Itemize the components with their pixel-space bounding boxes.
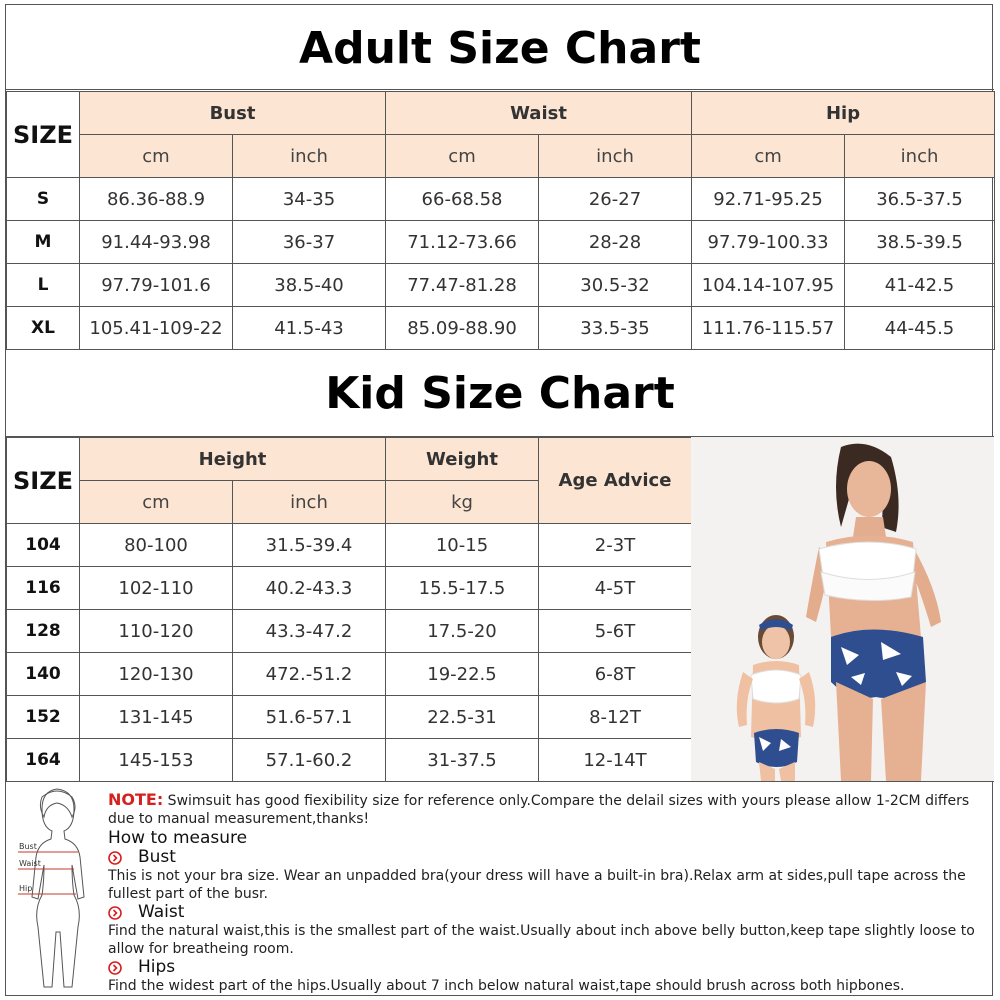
age-advice-header: Age Advice <box>539 438 692 524</box>
table-cell: 44-45.5 <box>845 307 995 350</box>
kid-chart-title: Kid Size Chart <box>325 368 675 419</box>
section-title-text: Hips <box>138 957 176 977</box>
figure-label-hip: Hip <box>19 884 33 893</box>
table-cell: 2-3T <box>539 524 692 567</box>
table-cell: 41-42.5 <box>845 264 995 307</box>
kid-size-header: SIZE <box>7 438 80 524</box>
bust-section-body: This is not your bra size. Wear an unpadded bra(your dress will have a built-in bra).Relax arm at sides,pull tape across the fullest part of the busr. <box>108 868 966 902</box>
table-cell: 71.12-73.66 <box>386 221 539 264</box>
hips-section-title <box>108 958 998 977</box>
table-cell: 31.5-39.4 <box>233 524 386 567</box>
swimsuit-models-illustration <box>691 437 994 781</box>
waist-section-body: Find the natural waist,this is the smallest part of the waist.Usually about inch above belly button,keep tape slightly loose to allow for breatheing room. <box>108 923 975 957</box>
table-cell: 6-8T <box>539 653 692 696</box>
size-label: 164 <box>7 739 80 782</box>
notes-section <box>6 781 994 995</box>
divider <box>6 89 994 90</box>
table-cell: 131-145 <box>80 696 233 739</box>
size-label: 128 <box>7 610 80 653</box>
adult-chart-title: Adult Size Chart <box>299 23 701 74</box>
table-cell: 145-153 <box>80 739 233 782</box>
table-cell: 8-12T <box>539 696 692 739</box>
body-outline-icon <box>12 787 102 992</box>
section-title-text: Waist <box>138 902 185 922</box>
bust-header: Bust <box>80 92 386 135</box>
size-label: 140 <box>7 653 80 696</box>
product-photo <box>691 437 994 781</box>
table-row <box>7 307 995 350</box>
unit-header: inch <box>539 135 692 178</box>
height-header: Height <box>80 438 386 481</box>
figure-label-bust: Bust <box>19 842 37 851</box>
arrow-circle-icon <box>108 851 122 865</box>
body-measure-figure <box>12 787 102 992</box>
table-cell: 104.14-107.95 <box>692 264 845 307</box>
table-cell: 34-35 <box>233 178 386 221</box>
table-cell: 92.71-95.25 <box>692 178 845 221</box>
table-cell: 80-100 <box>80 524 233 567</box>
table-cell: 97.79-100.33 <box>692 221 845 264</box>
table-row <box>7 696 692 739</box>
arrow-circle-icon <box>108 961 122 975</box>
hips-section-body: Find the widest part of the hips.Usually about 7 inch below natural waist,tape should brush across both hipbones. <box>108 978 905 994</box>
table-cell: 77.47-81.28 <box>386 264 539 307</box>
table-cell: 15.5-17.5 <box>386 567 539 610</box>
hip-header: Hip <box>692 92 995 135</box>
table-cell: 51.6-57.1 <box>233 696 386 739</box>
table-cell: 22.5-31 <box>386 696 539 739</box>
table-row <box>7 610 692 653</box>
table-cell: 31-37.5 <box>386 739 539 782</box>
table-row <box>7 221 995 264</box>
size-label: M <box>7 221 80 264</box>
table-cell: 85.09-88.90 <box>386 307 539 350</box>
unit-header: inch <box>233 135 386 178</box>
size-label: 152 <box>7 696 80 739</box>
arrow-circle-icon <box>108 906 122 920</box>
table-cell: 120-130 <box>80 653 233 696</box>
bust-section-title <box>108 848 998 867</box>
table-cell: 28-28 <box>539 221 692 264</box>
table-cell: 38.5-39.5 <box>845 221 995 264</box>
table-row <box>7 524 692 567</box>
table-cell: 10-15 <box>386 524 539 567</box>
unit-header: inch <box>233 481 386 524</box>
waist-header: Waist <box>386 92 692 135</box>
unit-header: cm <box>386 135 539 178</box>
table-cell: 43.3-47.2 <box>233 610 386 653</box>
table-cell: 111.76-115.57 <box>692 307 845 350</box>
note-paragraph <box>108 791 998 828</box>
table-cell: 30.5-32 <box>539 264 692 307</box>
note-text: Swimsuit has good fiexibility size for reference only.Compare the delail sizes with yours please allow 1-2CM differs due to manual measurement,thanks! <box>108 793 970 827</box>
table-cell: 102-110 <box>80 567 233 610</box>
table-cell: 36.5-37.5 <box>845 178 995 221</box>
table-cell: 17.5-20 <box>386 610 539 653</box>
table-cell: 40.2-43.3 <box>233 567 386 610</box>
table-cell: 57.1-60.2 <box>233 739 386 782</box>
table-cell: 33.5-35 <box>539 307 692 350</box>
note-label: NOTE: <box>108 790 164 809</box>
unit-header: cm <box>80 481 233 524</box>
figure-label-waist: Waist <box>19 859 41 868</box>
table-cell: 38.5-40 <box>233 264 386 307</box>
how-to-measure-heading: How to measure <box>108 828 248 848</box>
table-cell: 19-22.5 <box>386 653 539 696</box>
table-row <box>7 264 995 307</box>
size-label: S <box>7 178 80 221</box>
table-cell: 105.41-109-22 <box>80 307 233 350</box>
size-label: 116 <box>7 567 80 610</box>
table-cell: 4-5T <box>539 567 692 610</box>
adult-size-header: SIZE <box>7 92 80 178</box>
table-cell: 36-37 <box>233 221 386 264</box>
table-cell: 66-68.58 <box>386 178 539 221</box>
section-title-text: Bust <box>138 847 176 867</box>
unit-header: inch <box>845 135 995 178</box>
unit-header: cm <box>80 135 233 178</box>
notes-text <box>108 791 998 995</box>
table-row <box>7 739 692 782</box>
table-cell: 5-6T <box>539 610 692 653</box>
unit-header: cm <box>692 135 845 178</box>
table-cell: 91.44-93.98 <box>80 221 233 264</box>
adult-size-table <box>6 91 995 350</box>
table-cell: 110-120 <box>80 610 233 653</box>
table-row <box>7 178 995 221</box>
size-label: XL <box>7 307 80 350</box>
table-cell: 97.79-101.6 <box>80 264 233 307</box>
weight-header: Weight <box>386 438 539 481</box>
kid-size-table <box>6 437 692 782</box>
table-cell: 41.5-43 <box>233 307 386 350</box>
size-label: L <box>7 264 80 307</box>
table-cell: 12-14T <box>539 739 692 782</box>
table-row <box>7 567 692 610</box>
waist-section-title <box>108 903 998 922</box>
table-cell: 86.36-88.9 <box>80 178 233 221</box>
size-label: 104 <box>7 524 80 567</box>
table-cell: 472.-51.2 <box>233 653 386 696</box>
unit-header: kg <box>386 481 539 524</box>
table-row <box>7 653 692 696</box>
table-cell: 26-27 <box>539 178 692 221</box>
